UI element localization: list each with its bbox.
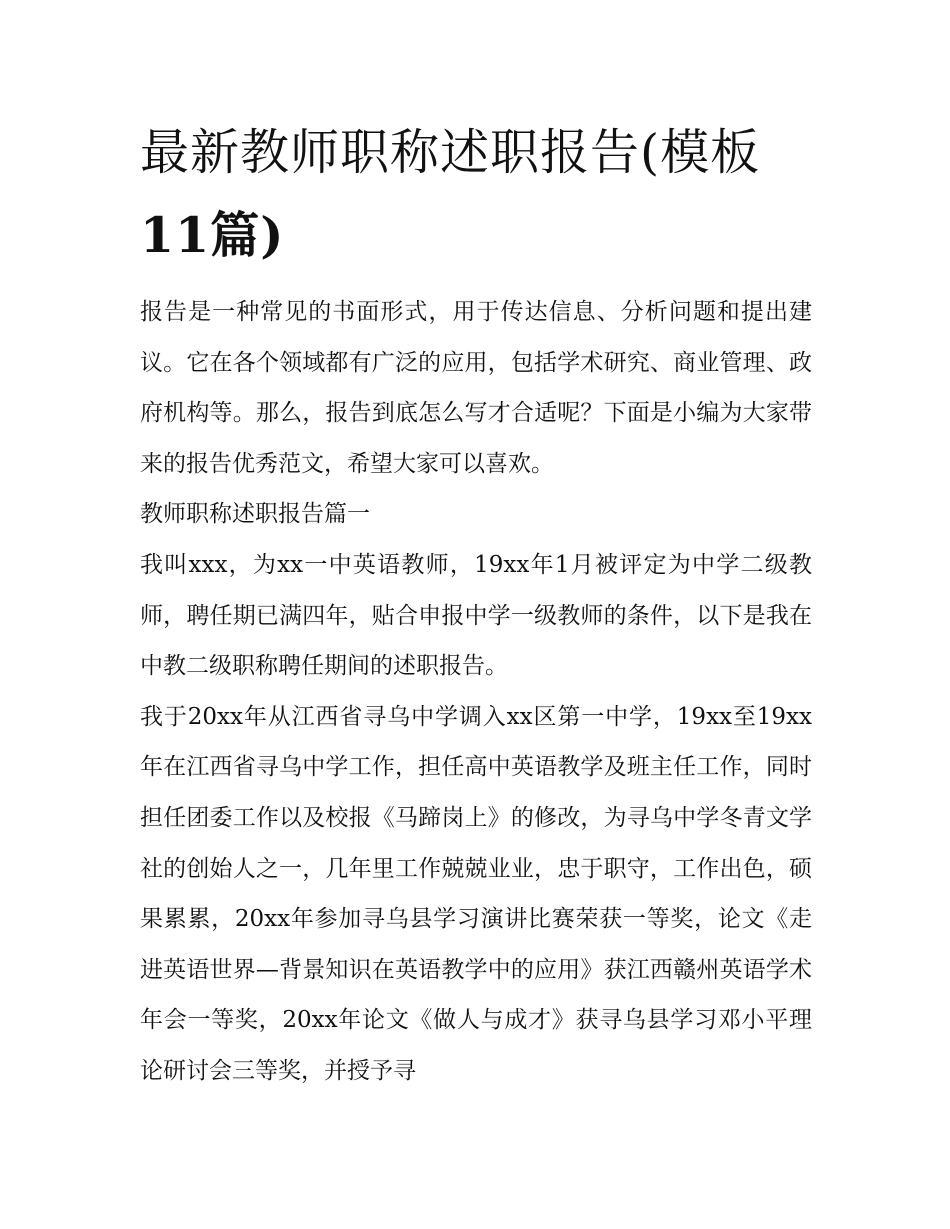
body-paragraph-2: 我于20xx年从江西省寻乌中学调入xx区第一中学，19xx至19xx年在江西省寻乌中学工作，担任高中英语教学及班主任工作，同时担任团委工作以及校报《马蹄岗上》的修改，为寻乌中学冬青文学社的创始人之一，几年里工作兢兢业业，忠于职守，工作出色，硕果累累，20xx年参加寻乌县学习演讲比赛荣获一等奖，论文《走进英语世界—背景知识在英语教学中的应用》获江西赣州英语学术年会一等奖，20xx年论文《做人与成才》获寻乌县学习邓小平理论研讨会三等奖，并授予寻 bbox=[140, 703, 812, 1084]
title-line-1: 最新教师职称述职报告(模板 bbox=[140, 124, 761, 181]
document-title bbox=[140, 112, 812, 277]
intro-paragraph: 报告是一种常见的书面形式，用于传达信息、分析问题和提出建议。它在各个领域都有广泛的应用，包括学术研究、商业管理、政府机构等。那么，报告到底怎么写才合适呢？下面是小编为大家带来的报告优秀范文，希望大家可以喜欢。 bbox=[140, 299, 812, 477]
section-heading: 教师职称述职报告篇一 bbox=[140, 501, 370, 528]
title-line-2: 11篇) bbox=[140, 206, 285, 264]
body-paragraph-1: 我叫xxx，为xx一中英语教师，19xx年1月被评定为中学二级教师，聘任期已满四年，贴合申报中学一级教师的条件，以下是我在中教二级职称聘任期间的述职报告。 bbox=[140, 551, 812, 680]
document-page bbox=[140, 112, 812, 1097]
document-body bbox=[140, 287, 812, 1097]
